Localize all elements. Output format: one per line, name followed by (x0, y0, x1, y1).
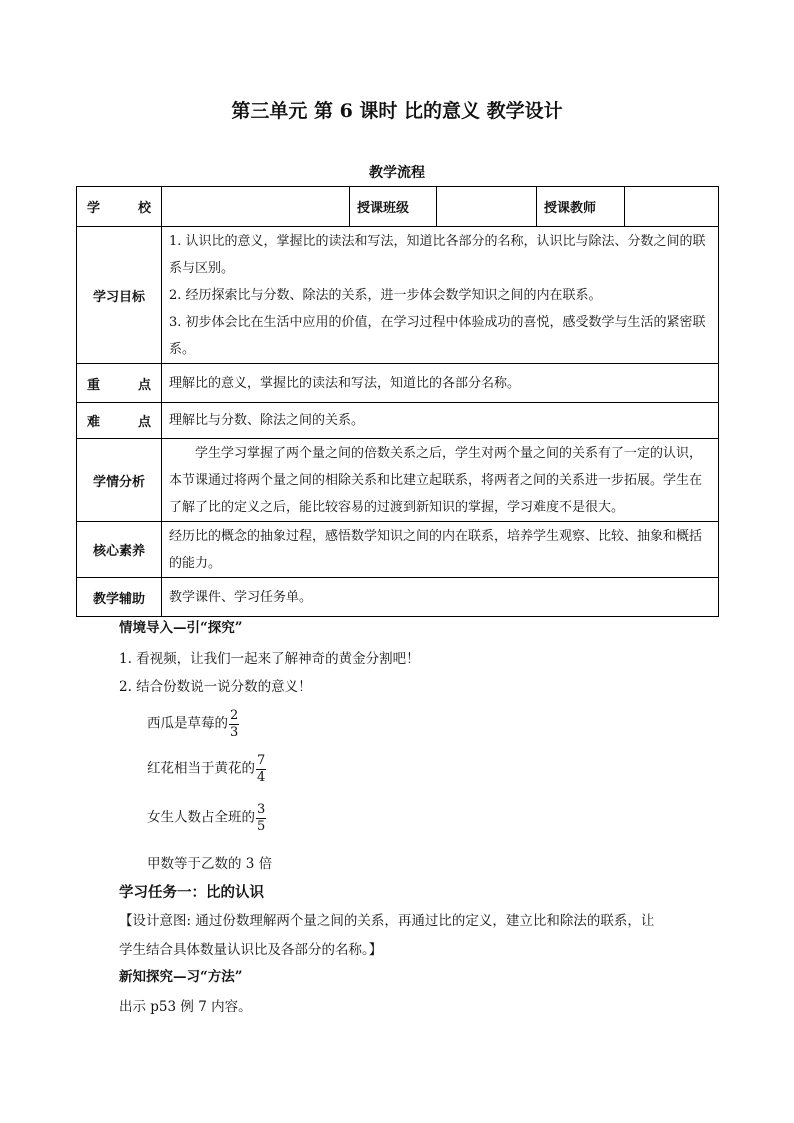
difficulty-label-char: 难 (87, 415, 101, 430)
example-text: 女生人数占全班的 (147, 809, 255, 826)
class-value-cell (437, 187, 537, 227)
school-label-char: 学 (87, 201, 101, 216)
fraction (229, 709, 239, 739)
objective-item: 2. 经历探索比与分数、除法的关系，进一步体会数学知识之间的内在联系。 (169, 287, 602, 303)
analysis-label: 学情分析 (77, 439, 162, 522)
example-text: 西瓜是草莓的 (147, 715, 228, 732)
school-label-char: 校 (137, 201, 151, 216)
key-point-cell: 理解比的意义，掌握比的读法和写法，知道比的各部分名称。 (162, 364, 719, 403)
table-row (77, 439, 719, 522)
table-caption: 教学流程 (369, 165, 425, 181)
objective-item: 1. 认识比的意义，掌握比的读法和写法，知道比各部分的名称，认识比与除法、分数之间的联系与区别。 (169, 233, 706, 276)
fraction-denominator: 4 (257, 769, 266, 785)
literacy-cell: 经历比的概念的抽象过程，感悟数学知识之间的内在联系，培养学生观察、比较、抽象和概括的能力。 (162, 522, 719, 578)
difficulty-label-char: 点 (137, 415, 151, 430)
table-row (77, 578, 719, 617)
explore-heading: 新知探究—习“方法” (119, 969, 243, 985)
analysis-cell: 学生学习掌握了两个量之间的倍数关系之后，学生对两个量之间的关系有了一定的认识，本节课通过将两个量之间的相除关系和比建立起联系，将两者之间的关系进一步拓展。学生在了解了比的定义之后，能比较容易的过渡到新知识的掌握，学习难度不是很大。 (162, 439, 719, 522)
task1-heading: 学习任务一：比的认识 (119, 884, 264, 901)
key-label-char: 重 (87, 377, 101, 393)
table-row (77, 187, 719, 227)
multiple-example: 甲数等于乙数的 3 倍 (147, 856, 273, 872)
objective-item: 3. 初步体会比在生活中应用的价值，在学习过程中体验成功的喜悦，感受数学与生活的紧密联系。 (169, 314, 706, 357)
design-intent-line: 【设计意图: 通过份数理解两个量之间的关系，再通过比的定义，建立比和除法的联系，让 (119, 913, 655, 929)
document-title: 第三单元 第 6 课时 比的意义 教学设计 (231, 100, 563, 122)
intro-heading: 情境导入—引“探究” (119, 620, 243, 636)
objectives-label: 学习目标 (77, 227, 162, 364)
task-text: 出示 p53 例 7 内容。 (119, 999, 252, 1015)
key-label-char: 点 (137, 377, 151, 393)
fraction-numerator: 3 (257, 802, 266, 817)
fraction-numerator: 7 (257, 753, 266, 768)
table-row (77, 227, 719, 364)
fraction (256, 803, 266, 833)
fraction (256, 754, 266, 784)
table-row (77, 364, 719, 403)
aids-label: 教学辅助 (77, 578, 162, 617)
class-label-cell: 授课班级 (350, 187, 437, 227)
difficulty-cell: 理解比与分数、除法之间的关系。 (162, 403, 719, 439)
literacy-label: 核心素养 (77, 522, 162, 578)
design-intent-line: 学生结合具体数量认识比及各部分的名称。】 (119, 942, 383, 958)
key-point-label (77, 364, 162, 403)
teacher-label-cell: 授课教师 (537, 187, 625, 227)
fraction-example (147, 803, 266, 833)
lesson-info-table (76, 186, 719, 617)
fraction-denominator: 5 (257, 818, 266, 834)
fraction-numerator: 2 (230, 708, 239, 723)
school-label-cell (77, 187, 162, 227)
fraction-example (147, 709, 239, 739)
difficulty-label (77, 403, 162, 439)
table-row (77, 522, 719, 578)
fraction-example (147, 754, 266, 784)
aids-cell: 教学课件、学习任务单。 (162, 578, 719, 617)
fraction-denominator: 3 (230, 724, 239, 740)
example-text: 红花相当于黄花的 (147, 760, 255, 777)
intro-item: 2. 结合份数说一说分数的意义！ (119, 679, 312, 695)
objectives-cell (162, 227, 719, 364)
school-value-cell (162, 187, 350, 227)
intro-item: 1. 看视频，让我们一起来了解神奇的黄金分割吧！ (119, 651, 420, 667)
teacher-value-cell (625, 187, 719, 227)
table-row (77, 403, 719, 439)
